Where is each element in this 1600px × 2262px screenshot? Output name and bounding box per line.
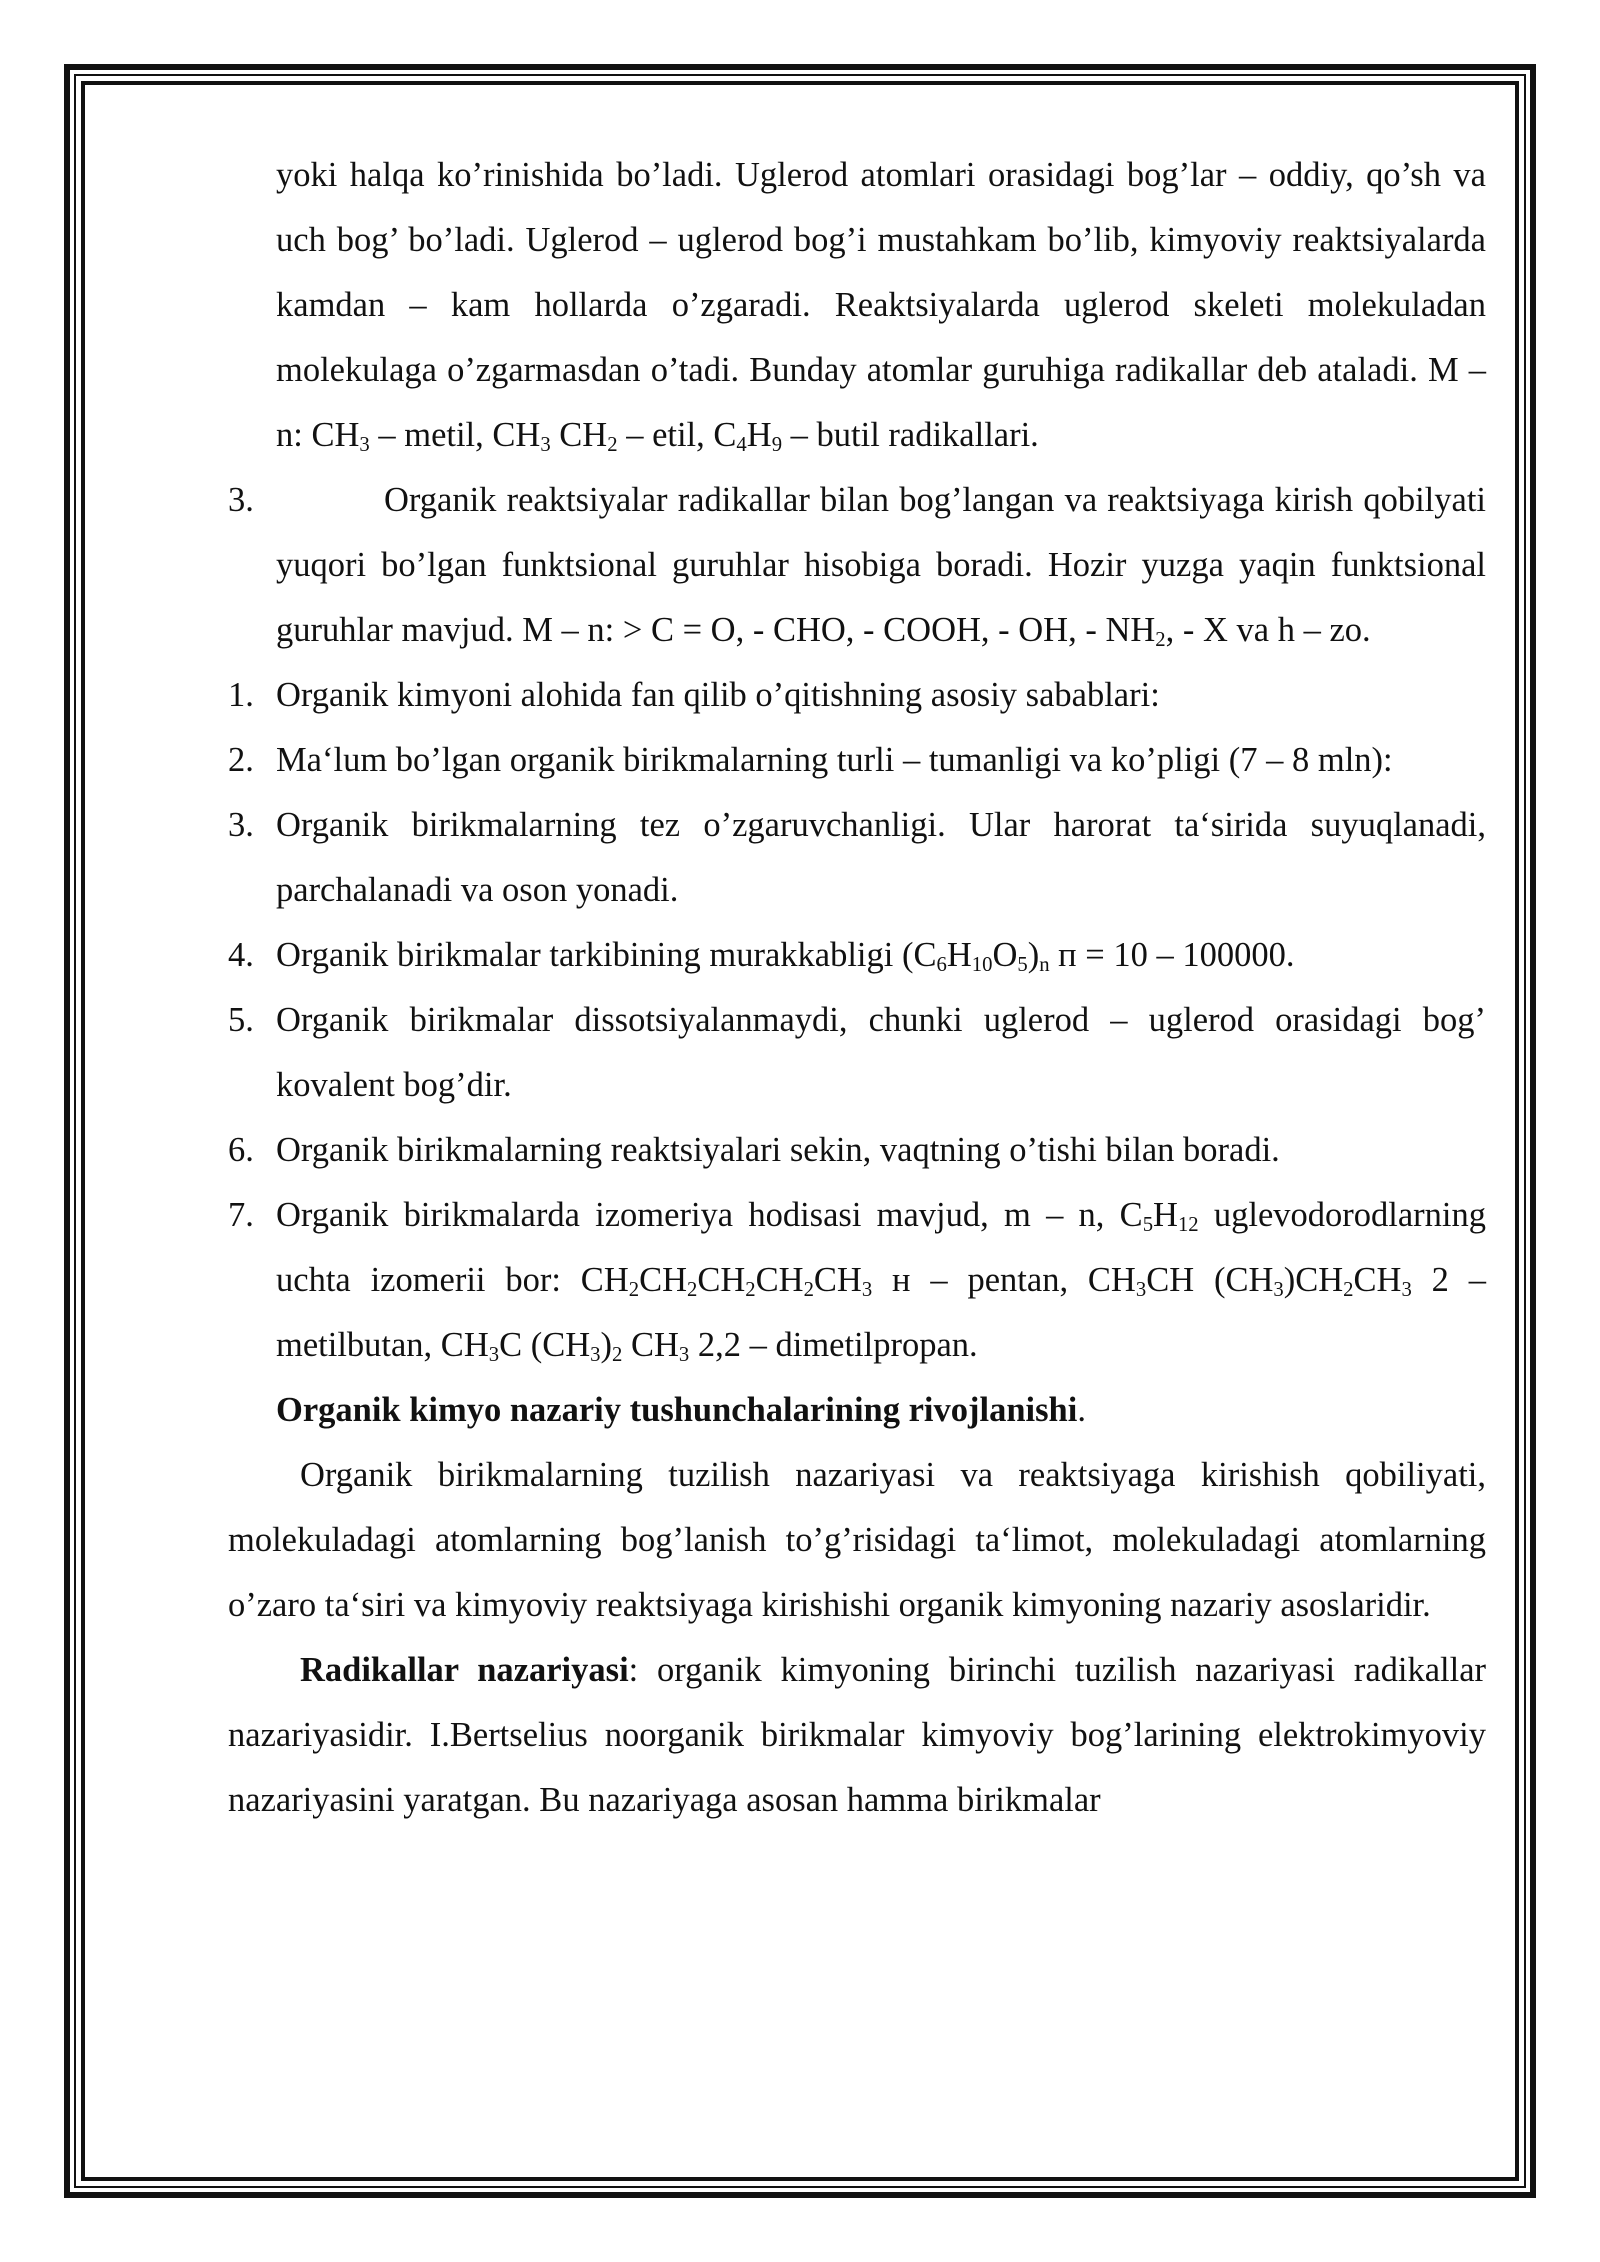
- list-item: 5. Organik birikmalar dissotsiyalanmaydi, chunki uglerod – uglerod orasidagi bog’ kovalent bog’dir.: [228, 1001, 1486, 1104]
- paragraph-radical-theory: Radikallar nazariyasi: organik kimyoning birinchi tuzilish nazariyasi radikallar nazariyasidir. I.Bertselius noorganik birikmalar kimyoviy bog’larining elektrokimyoviy nazariyasini yaratgan. Bu nazariyaga asosan hamma birikmalar: [228, 1651, 1487, 1819]
- list-item: 1. Organik kimyoni alohida fan qilib o’qitishning asosiy sabablari:: [228, 676, 1160, 714]
- document-body: [228, 143, 1486, 1833]
- section-heading: Organik kimyo nazariy tushunchalarining rivojlanishi.: [276, 1391, 1086, 1429]
- list-item: 6. Organik birikmalarning reaktsiyalari sekin, vaqtning o’tishi bilan boradi.: [228, 1131, 1280, 1169]
- list-item: 2. Ma‘lum bo’lgan organik birikmalarning turli – tumanligi va ko’pligi (7 – 8 mln):: [228, 741, 1393, 779]
- paragraph-theory-foundations: Organik birikmalarning tuzilish nazariyasi va reaktsiyaga kirishish qobiliyati, molekuladagi atomlarning bog’lanish to’g’risidagi ta‘limot, molekuladagi atomlarning o’zaro ta‘siri va kimyoviy reaktsiyaga kirishishi organik kimyoning nazariy asoslaridir.: [228, 1456, 1486, 1624]
- list-item: 3. Organik birikmalarning tez o’zgaruvchanligi. Ular harorat ta‘sirida suyuqlanadi, parchalanadi va oson yonadi.: [228, 806, 1486, 909]
- list-item: 7. Organik birikmalarda izomeriya hodisasi mavjud, m – n, $C_5H_{12}$ uglevodorodlarning uchta izomerii bor: $CH_2CH_2CH_2CH_2CH_3$ н – pentan, $CH_3CH$ $(CH_3)CH_2CH_3$ 2 – metilbutan, $CH_3C$ $(CH_3)_2$ $CH_3$ 2,2 – dimetilpropan.: [228, 1196, 1487, 1367]
- list-item-3-reactions: 3. Organik reaktsiyalar radikallar bilan bog’langan va reaktsiyaga kirish qobilyati yuqori bo’lgan funktsional guruhlar hisobiga boradi. Hozir yuzga yaqin funktsional guruhlar mavjud. M – n: > C = O, - CHO, - COOH, - OH, - $NH_2$, - X va h – zo.: [228, 481, 1486, 652]
- list-item: 4. Organik birikmalar tarkibining murakkabligi $(C_6H_{10}O_5)_n$ п = 10 – 100000.: [228, 936, 1295, 977]
- continued-paragraph: yoki halqa ko’rinishida bo’ladi. Uglerod atomlari orasidagi bog’lar – oddiy, qo’sh va uch bog’ bo’ladi. Uglerod – uglerod bog’i mustahkam bo’lib, kimyoviy reaktsiyalarda kamdan – kam hollarda o’zgaradi. Reaktsiyalarda uglerod skeleti molekuladan molekulaga o’zgarmasdan o’tadi. Bunday atomlar guruhiga radikallar deb ataladi. M – n: $CH_3$ – metil, $CH_3$ $CH_2$ – etil, $C_4H_9$ – butil radikallari.: [276, 156, 1486, 457]
